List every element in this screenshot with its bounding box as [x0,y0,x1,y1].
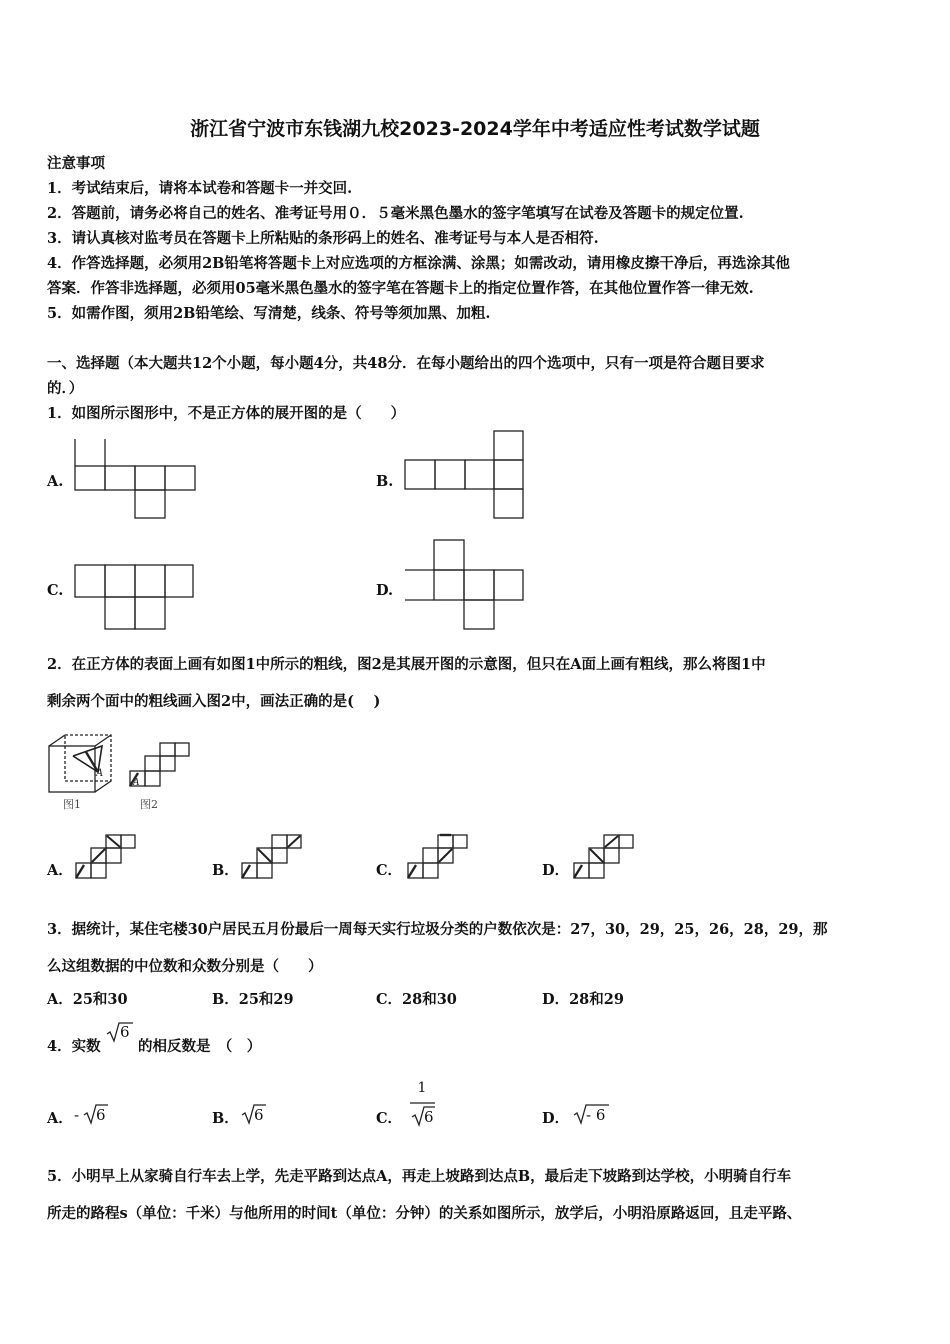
q2-option-a-net [72,832,138,880]
q3-line-1: 3．据统计，某住宅楼30户居民五月份最后一周每天实行垃圾分类的户数依次是：27，30，29，25，26，28，29，那 [47,921,828,938]
q4-option-b-radicand: 6 [254,1106,264,1124]
q4-option-a-label: A． [47,1110,73,1127]
section-heading-cont: 的．） [47,380,84,397]
q5-line-1: 5．小明早上从家骑自行车去上学，先走平路到达点A，再走上坡路到达点B，最后走下坡路到达学校，小明骑自行车 [47,1168,792,1185]
q2-fig2-face-label: A [133,778,140,788]
q2-option-a-label: A． [47,862,73,879]
q2-option-d-label: D． [542,862,570,879]
q4-stem-pre: 4．实数 [47,1038,101,1055]
q1-net-a [70,436,200,520]
q4-option-a-sign: - [74,1106,80,1124]
q2-figure-1-cube [46,732,116,794]
q1-net-d [400,536,530,632]
q4-option-d-radicand: - 6 [586,1106,606,1124]
q4-option-a-radicand: 6 [96,1106,106,1124]
q4-option-b-label: B． [212,1110,239,1127]
q4-option-d-label: D． [542,1110,570,1127]
page-title: 浙江省宁波市东钱湖九校2023-2024学年中考适应性考试数学试题 [190,118,760,140]
q2-line-2: 剩余两个面中的粗线画入图2中，画法正确的是( ) [47,693,381,710]
q2-figure-1-caption: 图1 [63,798,81,811]
q1-option-b-label: B. [376,473,394,490]
q2-line-1: 2．在正方体的表面上画有如图1中所示的粗线，图2是其展开图的示意图，但只在A面上画有粗线，那么将图1中 [47,656,766,673]
notice-item-1: 1．考试结束后，请将本试卷和答题卡一并交回. [47,180,353,197]
q3-option-b: B．25和29 [212,991,294,1008]
notice-item-2: 2．答题前，请务必将自己的姓名、准考证号用０．５毫米黑色墨水的签字笔填写在试卷及答题卡的规定位置. [47,205,744,222]
q1-option-c-label: C. [47,582,64,599]
notice-item-4b: 答案．作答非选择题，必须用05毫米黑色墨水的签字笔在答题卡上的指定位置作答，在其他位置作答一律无效. [47,280,754,297]
q2-figure-2-net [126,740,192,788]
q4-option-c-radicand: 6 [424,1108,434,1126]
q4-option-c-numerator: 1 [417,1080,427,1096]
q3-option-d: D．28和29 [542,991,624,1008]
q5-line-2: 所走的路程s（单位：千米）与他所用的时间t（单位：分钟）的关系如图所示，放学后，小明沿原路返回，且走平路、 [47,1205,802,1222]
q4-stem-post: 的相反数是 （ ） [138,1038,262,1055]
q3-option-a: A．25和30 [47,991,128,1008]
notice-heading: 注意事项 [47,155,105,172]
notice-item-3: 3．请认真核对监考员在答题卡上所粘贴的条形码上的姓名、准考证号与本人是否相符. [47,230,599,247]
q2-option-b-net [238,832,304,880]
q3-line-2: 么这组数据的中位数和众数分别是（ ） [47,958,323,975]
q2-fig1-face-label: A [96,768,104,779]
q2-option-b-label: B． [212,862,239,879]
q1-net-c [70,560,200,632]
notice-item-4: 4．作答选择题，必须用2B铅笔将答题卡上对应选项的方框涂满、涂黑；如需改动，请用橡皮擦干净后，再选涂其他 [47,255,790,272]
q2-option-c-label: C． [376,862,403,879]
q3-option-c: C．28和30 [376,991,457,1008]
q1-net-b [400,428,530,520]
q1-stem: 1．如图所示图形中，不是正方体的展开图的是（ ） [47,405,406,422]
q4-stem-radicand: 6 [120,1023,130,1041]
q2-option-c-net [404,832,470,880]
q1-option-d-label: D. [376,582,394,599]
q2-figure-2-caption: 图2 [140,798,158,811]
section-heading: 一、选择题（本大题共12个小题，每小题4分，共48分．在每小题给出的四个选项中，只有一项是符合题目要求 [47,355,765,372]
q1-option-a-label: A. [47,473,64,490]
notice-item-5: 5．如需作图，须用2B铅笔绘、写清楚，线条、符号等须加黑、加粗. [47,305,491,322]
q2-option-d-net [570,832,636,880]
q4-option-c-label: C． [376,1110,403,1127]
